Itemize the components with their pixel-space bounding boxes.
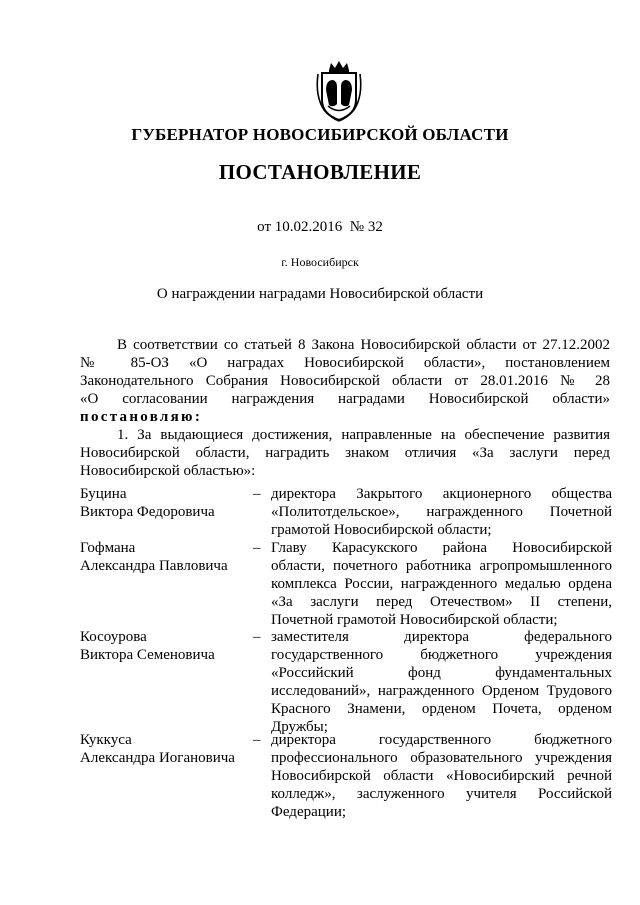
date-number-text: от 10.02.2016 № 32 xyxy=(257,219,383,235)
description-line: «Политотдельское», награжденного Почетной xyxy=(271,504,612,521)
item-1-paragraph xyxy=(80,426,610,480)
decree-line xyxy=(80,408,610,426)
description-line: профессионального образовательного учреждения xyxy=(271,750,612,767)
recipient-name xyxy=(80,628,255,664)
description-line: директора государственного бюджетного xyxy=(271,732,612,748)
entry-dash: – xyxy=(253,540,261,556)
recipient-description xyxy=(271,539,612,629)
description-line: исследований», награжденного Орденом Трудового xyxy=(271,683,612,700)
item-1-line: 1. За выдающиеся достижения, направленные на обеспечение развития xyxy=(117,427,610,443)
recipient-description xyxy=(271,731,612,821)
description-line: колледж», заслуженного учителя Российской xyxy=(271,786,612,803)
preamble-line: Законодательного Собрания Новосибирской области от 28.01.2016 № 28 xyxy=(80,373,610,390)
recipient-given-names: Александра Павловича xyxy=(80,558,228,575)
recipient-name xyxy=(80,539,255,575)
entry-dash: – xyxy=(253,732,261,748)
subject-line: О награждении наградами Новосибирской области xyxy=(156,286,484,302)
description-line: «За заслуги перед Отечеством» II степени, xyxy=(271,594,612,611)
date-number-line xyxy=(0,219,640,236)
description-line: Главу Карасукского района Новосибирской xyxy=(271,540,612,556)
preamble-line: «О согласовании награждения наградами Новосибирской области» xyxy=(80,391,610,408)
description-line: заместителя директора федерального xyxy=(271,629,612,645)
preamble-line: № 85-ОЗ «О наградах Новосибирской области», постановлением xyxy=(80,355,610,372)
recipient-surname: Куккуса xyxy=(80,732,132,748)
preamble-line: В соответствии со статьей 8 Закона Новосибирской области от 27.12.2002 xyxy=(117,337,610,353)
recipient-surname: Косоурова xyxy=(80,629,147,645)
description-line: государственного бюджетного учреждения xyxy=(271,647,612,664)
recipient-name xyxy=(80,485,255,521)
description-line: директора Закрытого акционерного общества xyxy=(271,486,612,502)
description-line: комплекса России, награжденного медалью ордена xyxy=(271,576,612,593)
decree-word: постановляю xyxy=(80,409,195,426)
recipient-description xyxy=(271,628,612,737)
recipient-surname: Буцина xyxy=(80,486,127,502)
description-line: Дружбы; xyxy=(271,719,328,736)
description-line: области, почетного работника агропромышленного xyxy=(271,558,612,575)
issuer-title: ГУБЕРНАТОР НОВОСИБИРСКОЙ ОБЛАСТИ xyxy=(131,125,509,144)
description-line: Федерации; xyxy=(271,804,347,821)
recipient-surname: Гофмана xyxy=(80,540,136,556)
preamble-paragraph xyxy=(80,336,610,426)
entry-dash: – xyxy=(253,629,261,645)
description-line: грамотой Новосибирской области; xyxy=(271,522,492,539)
city-line: г. Новосибирск xyxy=(281,255,359,269)
recipient-description xyxy=(271,485,612,539)
decree-colon: : xyxy=(194,409,200,426)
recipient-given-names: Виктора Федоровича xyxy=(80,504,215,521)
description-line: Почетной грамотой Новосибирской области; xyxy=(271,612,558,629)
recipient-name xyxy=(80,731,255,767)
document-type-title: ПОСТАНОВЛЕНИЕ xyxy=(218,160,422,184)
recipient-given-names: Виктора Семеновича xyxy=(80,647,215,664)
recipient-given-names: Александра Иогановича xyxy=(80,750,235,767)
description-line: «Российский фонд фундаментальных xyxy=(271,665,612,682)
item-1-line: Новосибирской области, наградить знаком отличия «За заслуги перед xyxy=(80,445,610,462)
description-line: Красного Знамени, орденом Почета, орденом xyxy=(271,701,612,718)
coat-of-arms-emblem xyxy=(314,60,364,122)
description-line: Новосибирской области «Новосибирский речной xyxy=(271,768,612,785)
item-1-line: Новосибирской областью»: xyxy=(80,463,256,480)
entry-dash: – xyxy=(253,486,261,502)
